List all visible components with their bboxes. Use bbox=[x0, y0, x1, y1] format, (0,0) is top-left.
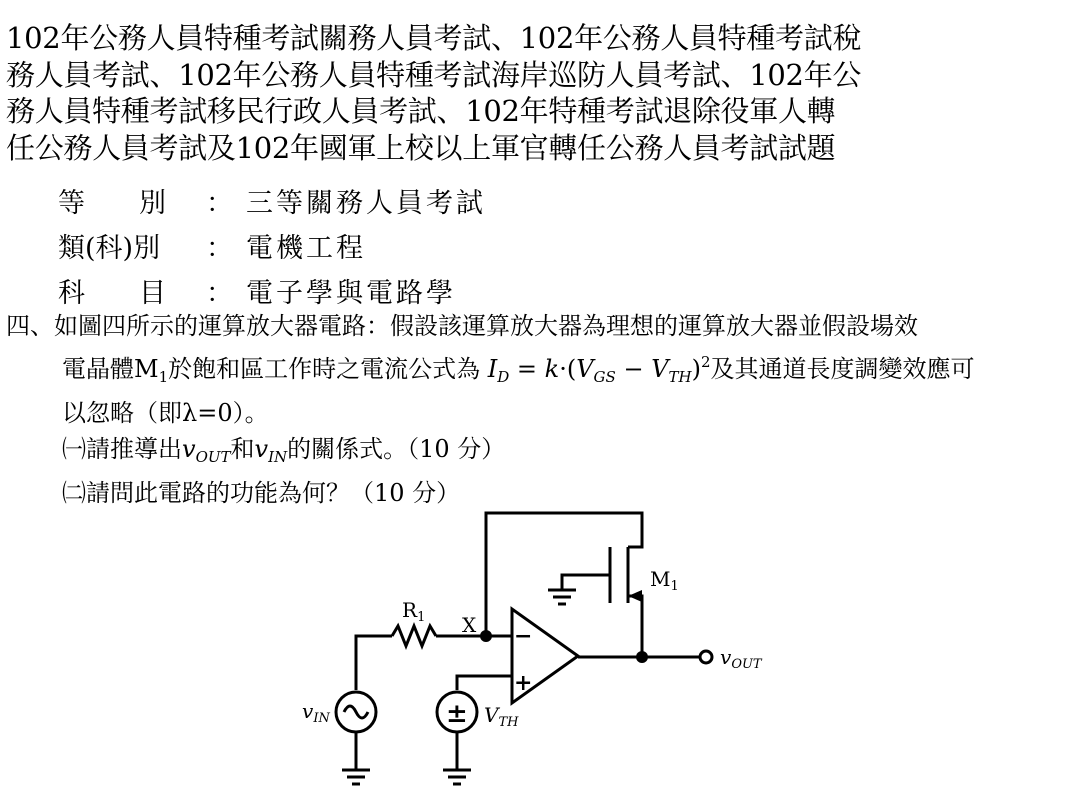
meta-value: 電子學與電路學 bbox=[246, 278, 456, 309]
meta-row-category: 類(科)別 ： 電機工程 bbox=[58, 226, 486, 271]
meta-value: 三等關務人員考試 bbox=[246, 188, 486, 219]
vth-label: V bbox=[484, 703, 499, 727]
sub-question-1: ㈠請推導出$v_{OUT}$和$v_{IN}$的關係式。（10 分） bbox=[62, 435, 506, 466]
svg-text:vOUT: $v_{OUT}$ bbox=[720, 645, 762, 672]
vth-wire bbox=[457, 676, 512, 690]
sine-icon bbox=[344, 706, 368, 718]
vin-wire bbox=[356, 636, 392, 690]
m1-label: M bbox=[650, 567, 671, 591]
title-line: 務人員特種考試移民行政人員考試、102年特種考試退除役軍人轉 bbox=[6, 94, 836, 128]
vth-polarity-sign: ± bbox=[446, 699, 468, 729]
circuit-diagram bbox=[0, 490, 1066, 799]
meta-value: 電機工程 bbox=[246, 233, 366, 264]
svg-text:VTH: $V_{TH}$ bbox=[484, 703, 519, 730]
sub-question-2: ㈡請問此電路的功能為何？（10 分） bbox=[62, 479, 461, 507]
meta-label: 等 別 bbox=[58, 188, 166, 219]
vin-label: v bbox=[302, 699, 314, 723]
output-terminal bbox=[700, 651, 712, 663]
title-line: 務人員考試、102年公務人員特種考試海岸巡防人員考試、102年公 bbox=[6, 57, 862, 92]
svg-text:vIN: $v_{IN}$ bbox=[302, 699, 330, 726]
meta-label: 科 目 bbox=[58, 278, 166, 309]
question-line-1: 四、如圖四所示的運算放大器電路：假設該運算放大器為理想的運算放大器並假設場效 bbox=[6, 312, 918, 340]
exam-title bbox=[6, 20, 862, 166]
output-node-dot bbox=[636, 651, 648, 663]
meta-row-subject: 科 目 ： 電子學與電路學 bbox=[58, 271, 486, 316]
svg-text:M1: $M_1$ bbox=[650, 567, 679, 594]
ground-icon bbox=[342, 590, 576, 784]
vout-label: v bbox=[720, 645, 732, 669]
r1-label: R bbox=[402, 598, 418, 622]
mosfet-arrow-icon bbox=[628, 590, 642, 602]
question-line-2: 電晶體$M_1$於飽和區工作時之電流公式為 $I_D = k\cdot(V_{GS} - V_{TH})^2$及其通道長度調變效應可 bbox=[62, 353, 975, 386]
x-label: X bbox=[462, 613, 477, 637]
resistor-r1 bbox=[392, 626, 436, 646]
title-line: 任公務人員考試及102年國軍上校以上軍官轉任公務人員考試試題 bbox=[6, 130, 836, 165]
node-x-dot bbox=[480, 630, 492, 642]
drain-current-formula: $I_D = k\cdot(V_{GS} - V_{TH})^2$ bbox=[487, 353, 711, 386]
meta-label: 類(科)別 bbox=[58, 233, 161, 264]
question-line-3: 以忽略（即λ=0）。 bbox=[62, 399, 269, 427]
exam-meta bbox=[58, 181, 486, 316]
meta-row-level: 等 別 ： 三等關務人員考試 bbox=[58, 181, 486, 226]
svg-text:R1: $R_1$ bbox=[402, 598, 426, 625]
noninverting-input-sign: + bbox=[514, 670, 533, 696]
title-line: 102年公務人員特種考試關務人員考試、102年公務人員特種考試稅 bbox=[6, 21, 862, 55]
gate-wire bbox=[562, 575, 610, 590]
question-four bbox=[6, 308, 1064, 511]
inverting-input-sign: − bbox=[514, 623, 533, 649]
source-wire bbox=[628, 596, 642, 657]
